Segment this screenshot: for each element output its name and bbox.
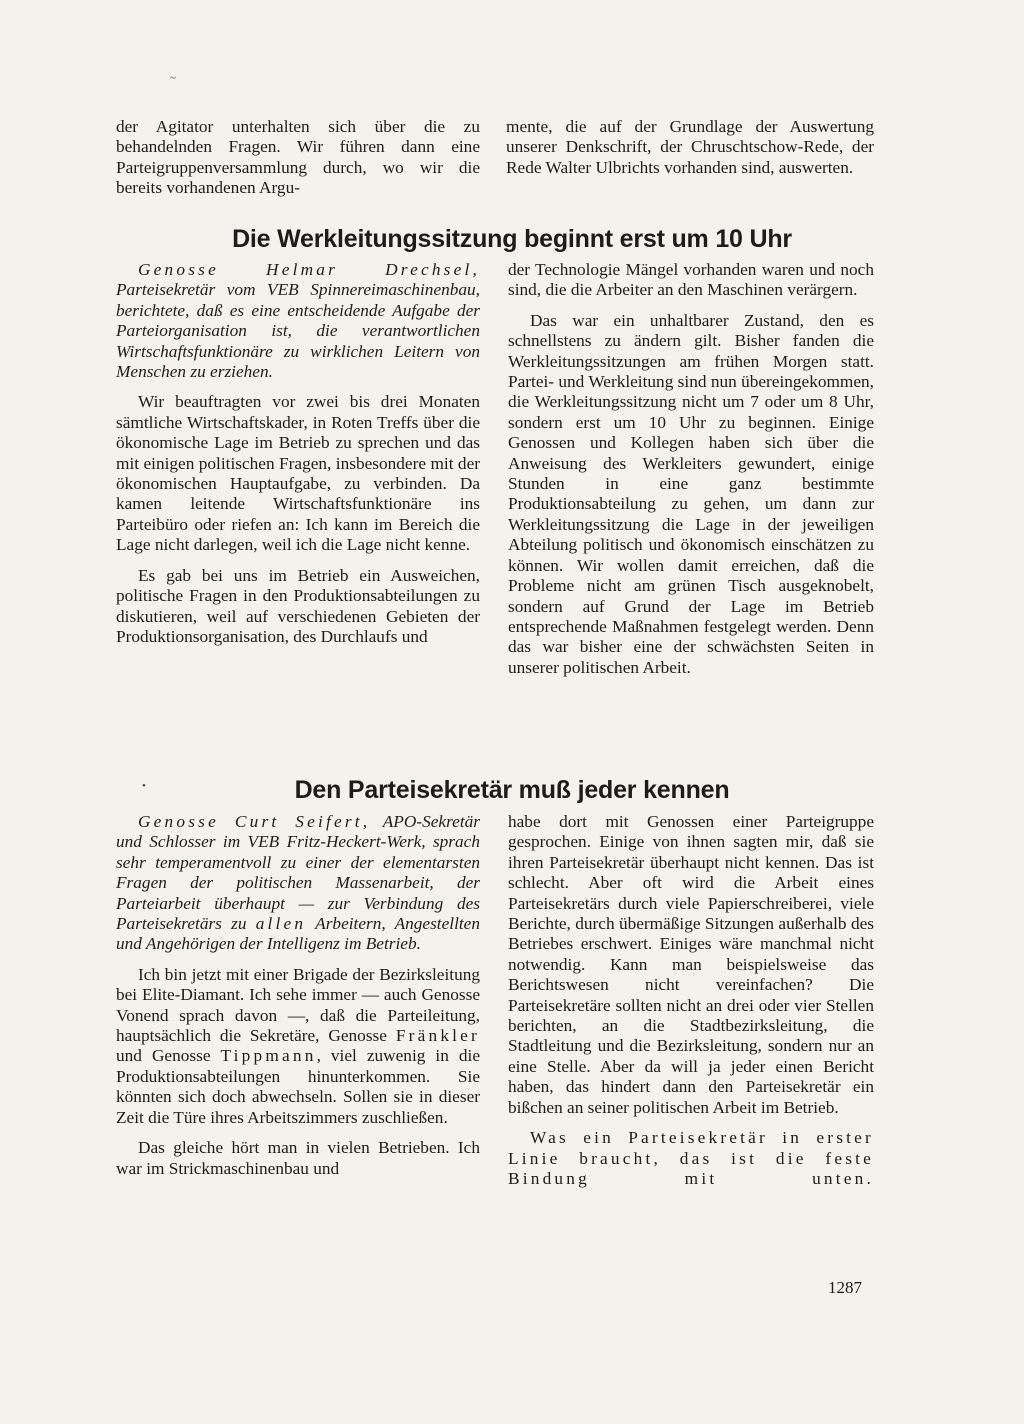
article2-right-column — [508, 812, 874, 1199]
article2-name-tippmann: Tippmann — [220, 1046, 317, 1066]
intro-left-column — [116, 117, 480, 209]
article1-paragraph-1: Wir beauftragten vor zwei bis drei Monaten sämtliche Wirtschaftskader, in Roten Treffs über die ökonomische Lage im Betrieb zu sprechen und das mit einigen politischen Fragen, insbesondere mit der ökonomischen Hauptaufgabe, zu verbinden. Da kamen leitende Wirtschaftsfunktionäre ins Parteibüro oder riefen an: Ich kann im Bereich die Lage nicht darlegen, weil ich die Lage nicht kenne. — [116, 392, 480, 555]
intro-right-column — [506, 117, 874, 188]
article2-right-paragraph-1: habe dort mit Genossen einer Parteigruppe gesprochen. Einige von ihnen sagten mir, daß sie ihren Parteisekretär überhaupt nicht kennen. Das ist schlecht. Aber oft wird die Arbeit eines Parteisekretärs durch viele Papierschreiberei, viele Berichte, durch übermäßige Sitzungen außerhalb des Betriebes erschwert. Einiges wäre manchmal nicht notwendig. Kann man beispielsweise das Berichtswesen nicht vereinfachen? Die Parteisekretäre sollten nicht an drei oder vier Stellen berichten, an die Stadtbezirksleitung, die Stadtleitung und die Bezirksleitung, sondern nur an eine Stelle. Aber da will ja jeder einen Bericht haben, das hindert dann den Parteisekretär ein bißchen an seiner politischen Arbeit im Betrieb. — [508, 812, 874, 1117]
article2-lead-text-2: Arbeitern, Angestellten und Angehörigen der Intelligenz im Betrieb. — [116, 914, 480, 954]
article2-paragraph-2: Das gleiche hört man in vielen Betrieben. Ich war im Strickmaschinenbau und — [116, 1138, 480, 1178]
stray-mark: ~ — [170, 72, 176, 84]
article2-paragraph-1-b: und Genosse — [116, 1046, 211, 1066]
article1-heading: Die Werkleitungssitzung beginnt erst um 10 Uhr — [232, 225, 792, 253]
article2-paragraph-1-a: Ich bin jetzt mit einer Brigade der Bezirksleitung bei Elite-Diamant. Ich sehe immer — auch Genosse Vonend sprach davon —, daß die Parteileitung, hauptsächlich die Sekretäre, Genosse — [116, 964, 480, 1046]
article1-lead-name: Genosse Helmar Drechsel, — [138, 260, 480, 279]
stray-dot: • — [142, 780, 146, 792]
article1-paragraph-2: Es gab bei uns im Betrieb ein Ausweichen, politische Fragen in den Produktionsabteilungen zu diskutieren, weil auf verschiedenen Gebieten der Produktionsorganisation, des Durchlaufs und — [116, 565, 480, 646]
article2-lead-name: Genosse Curt Seifert, — [138, 812, 371, 831]
article1-left-column — [116, 260, 480, 657]
article1-right-paragraph-2: Das war ein unhaltbarer Zustand, den es schnellstens zu ändern gilt. Bisher fanden die Werkleitungssitzungen am frühen Morgen statt. Partei- und Werkleitung sind nun übereingekommen, die Werkleitungssitzung nicht um 7 oder um 8 Uhr, sondern erst um 10 Uhr zu beginnen. Einige Genossen und Kollegen haben sich über die Anweisung des Werkleiters gewundert, einige Stunden in eine ganz bestimmte Produktionsabteilung zu gehen, um dann zur Werkleitungssitzung die Lage in der jeweiligen Abteilung politisch und ökonomisch einschätzen zu können. Wir wollen damit erreichen, daß die Probleme nicht am grünen Tisch ausgeknobelt, sondern auf Grund der Lage im Betrieb entsprechende Maßnahmen festgelegt werden. Denn das war bisher eine der schwächsten Seiten in unserer politischen Arbeit. — [508, 310, 874, 677]
article2-left-column — [116, 812, 480, 1189]
intro-right-paragraph: mente, die auf der Grundlage der Auswertung unserer Denkschrift, der Chruschtschow-Rede, der Rede Walter Ulbrichts vorhanden sind, auswerten. — [506, 117, 874, 177]
article2-paragraph-1 — [116, 965, 480, 1128]
intro-left-paragraph: der Agitator unterhalten sich über die zu behandelnden Fragen. Wir führen dann eine Parteigruppenversammlung durch, wo wir die bereits vorhandenen Argu- — [116, 117, 480, 198]
article1-lead — [116, 260, 480, 382]
article1-lead-text: Parteisekretär vom VEB Spinnereimaschinenbau, berichtete, daß es eine entscheidende Aufgabe der Parteiorganisation ist, die verantwortlichen Wirtschaftsfunktionäre zu wirklichen Leitern von Menschen zu erziehen. — [116, 280, 480, 382]
article2-paragraph-1-c: , viel zuwenig in die Produktionsabteilungen hinunterkommen. Sie könnten sich doch abwechseln. Sollen sie in dieser Zeit die Türe ihres Arbeitszimmers zuschließen. — [116, 1046, 480, 1127]
article2-lead-text-1: APO-Sekretär und Schlosser im VEB Fritz-Heckert-Werk, sprach sehr temperamentvoll zu einer der elementarsten Fragen der politischen Massenarbeit, der Parteiarbeit überhaupt — zur Verbindung des Parteisekretärs zu — [116, 812, 480, 934]
article1-right-paragraph-1: der Technologie Mängel vorhanden waren und noch sind, die die Arbeiter an den Maschinen verärgern. — [508, 260, 874, 300]
article1-right-column — [508, 260, 874, 688]
article2-lead-emphasis: allen — [255, 914, 307, 934]
article2-heading: Den Parteisekretär muß jeder kennen — [294, 776, 730, 804]
article2-lead — [116, 812, 480, 955]
article2-right-paragraph-2: Was ein Parteisekretär in erster Linie braucht, das ist die feste Bindung mit unten. — [508, 1128, 874, 1188]
page-number: 1287 — [828, 1278, 862, 1297]
article2-name-fraenkler: Fränkler — [395, 1026, 480, 1046]
